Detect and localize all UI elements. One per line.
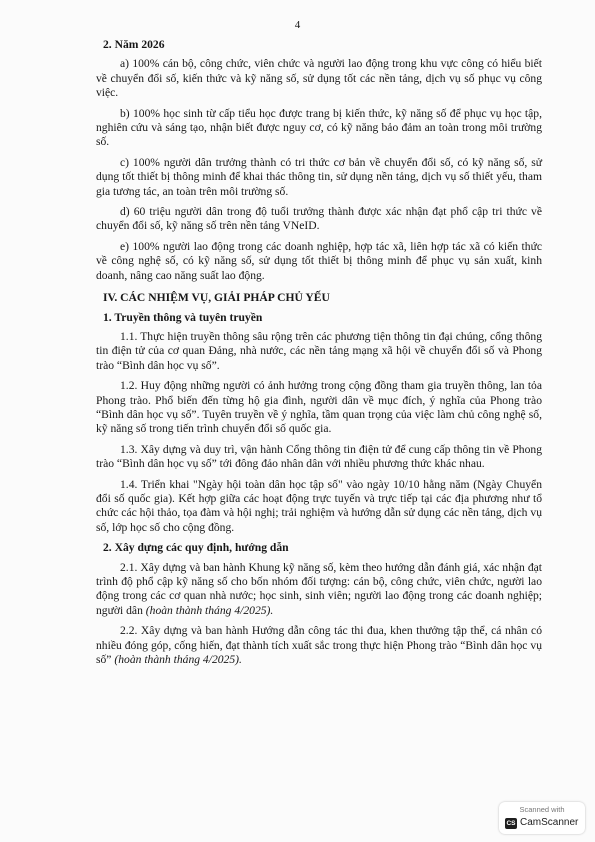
watermark-caption: Scanned with [519, 805, 565, 814]
paragraph-text: 1.3. Xây dựng và duy trì, vận hành Cổng thông tin điện tử để cung cấp thông tin về Phong trào “Bình dân học vụ số” tới đông đảo nhân dân với nhiều phương thức khác nhau. [96, 442, 542, 471]
paragraph [96, 57, 542, 100]
paragraph-text: a) 100% cán bộ, công chức, viên chức và người lao động trong khu vực công có hiểu biết về chuyển đổi số, kiến thức và kỹ năng số, sử dụng tốt các nền tảng, dịch vụ số phục vụ công việc. [96, 57, 542, 100]
page-number: 4 [294, 19, 301, 31]
paragraph [96, 478, 542, 536]
document-body [96, 38, 542, 673]
watermark-brand: CamScanner [520, 817, 579, 828]
scanner-watermark [499, 802, 585, 834]
subsection-heading: 2. Xây dựng các quy định, hướng dẫn [103, 541, 289, 555]
paragraph-text: 2.1. Xây dựng và ban hành Khung kỹ năng số, kèm theo hướng dẫn đánh giá, xác nhận đạt trình độ phổ cập kỹ năng số cho bốn nhóm đối tượng: cán bộ, công chức, viên chức, người lao động trong các cơ quan nhà nước; học sinh, sinh viên; người lao động trong các doanh nghiệp; người dân [96, 560, 542, 617]
completion-note: (hoàn thành tháng 4/2025). [114, 653, 242, 667]
paragraph-text: c) 100% người dân trưởng thành có tri thức cơ bản về chuyển đổi số, có kỹ năng số, sử dụng tốt thiết bị thông minh để khai thác thông tin, sử dụng nền tảng, dịch vụ số thiết yếu, tham gia tương tác, an toàn trên môi trường số. [96, 155, 542, 198]
paragraph [96, 379, 542, 437]
paragraph-text: 1.1. Thực hiện truyền thông sâu rộng trên các phương tiện thông tin đại chúng, cổng thông tin điện tử của cơ quan Đảng, nhà nước, các nền tảng mạng xã hội về chuyển đổi số và Phong trào “Bình dân học vụ số”. [96, 329, 542, 372]
paragraph [96, 156, 542, 199]
paragraph [96, 205, 542, 234]
subsection-heading: 2. Năm 2026 [103, 38, 165, 51]
paragraph [96, 107, 542, 150]
paragraph-text: 1.2. Huy động những người có ảnh hưởng trong cộng đồng tham gia truyền thông, lan tỏa Phong trào. Phổ biến đến từng hộ gia đình, người dân về mục đích, ý nghĩa của Phong trào “Bình dân học vụ số”. Tuyên truyền về ý nghĩa, tầm quan trọng của việc làm chủ công nghệ số, kỹ năng số trong tiến trình chuyển đổi số quốc gia. [96, 379, 542, 436]
paragraph-text: 2.2. Xây dựng và ban hành Hướng dẫn công tác thi đua, khen thưởng tập thể, cá nhân có nhiều đóng góp, cống hiến, đạt thành tích xuất sắc trong thực hiện Phong trào “Bình dân học vụ số” [96, 624, 542, 667]
section-heading: IV. CÁC NHIỆM VỤ, GIẢI PHÁP CHỦ YẾU [103, 291, 330, 305]
paragraph [96, 561, 542, 619]
paragraph [96, 240, 542, 283]
paragraph [96, 330, 542, 373]
subsection-heading: 1. Truyền thông và tuyên truyền [103, 310, 263, 324]
camscanner-logo-icon: CS [506, 820, 516, 827]
paragraph-text: e) 100% người lao động trong các doanh nghiệp, hợp tác xã, liên hợp tác xã có kiến thức về công nghệ số, có kỹ năng số, sử dụng tốt thiết bị thông minh để phục vụ sản xuất, kinh doanh, nâng cao năng suất lao động. [96, 239, 542, 282]
completion-note: (hoàn thành tháng 4/2025). [145, 603, 274, 617]
paragraph-text: 1.4. Triển khai "Ngày hội toàn dân học tập số" vào ngày 10/10 hằng năm (Ngày Chuyển đổi số quốc gia). Kết hợp giữa các hoạt động trực tuyến và trực tiếp tại các địa phương như tổ chức các hội thảo, tọa đàm và hội nghị; trải nghiệm và hướng dẫn sử dụng các nền tảng, dịch vụ số, lớp học số cho cộng đồng. [96, 477, 542, 534]
paragraph-text: d) 60 triệu người dân trong độ tuổi trưởng thành được xác nhận đạt phổ cập tri thức về chuyển đổi số, kỹ năng số trên nền tảng VNeID. [96, 205, 542, 233]
paragraph [96, 624, 542, 667]
paragraph [96, 443, 542, 472]
paragraph-text: b) 100% học sinh từ cấp tiểu học được trang bị kiến thức, kỹ năng số để phục vụ học tập, nghiên cứu và sáng tạo, nhận biết được nguy cơ, có kỹ năng bảo đảm an toàn trong môi trường số. [96, 106, 542, 149]
